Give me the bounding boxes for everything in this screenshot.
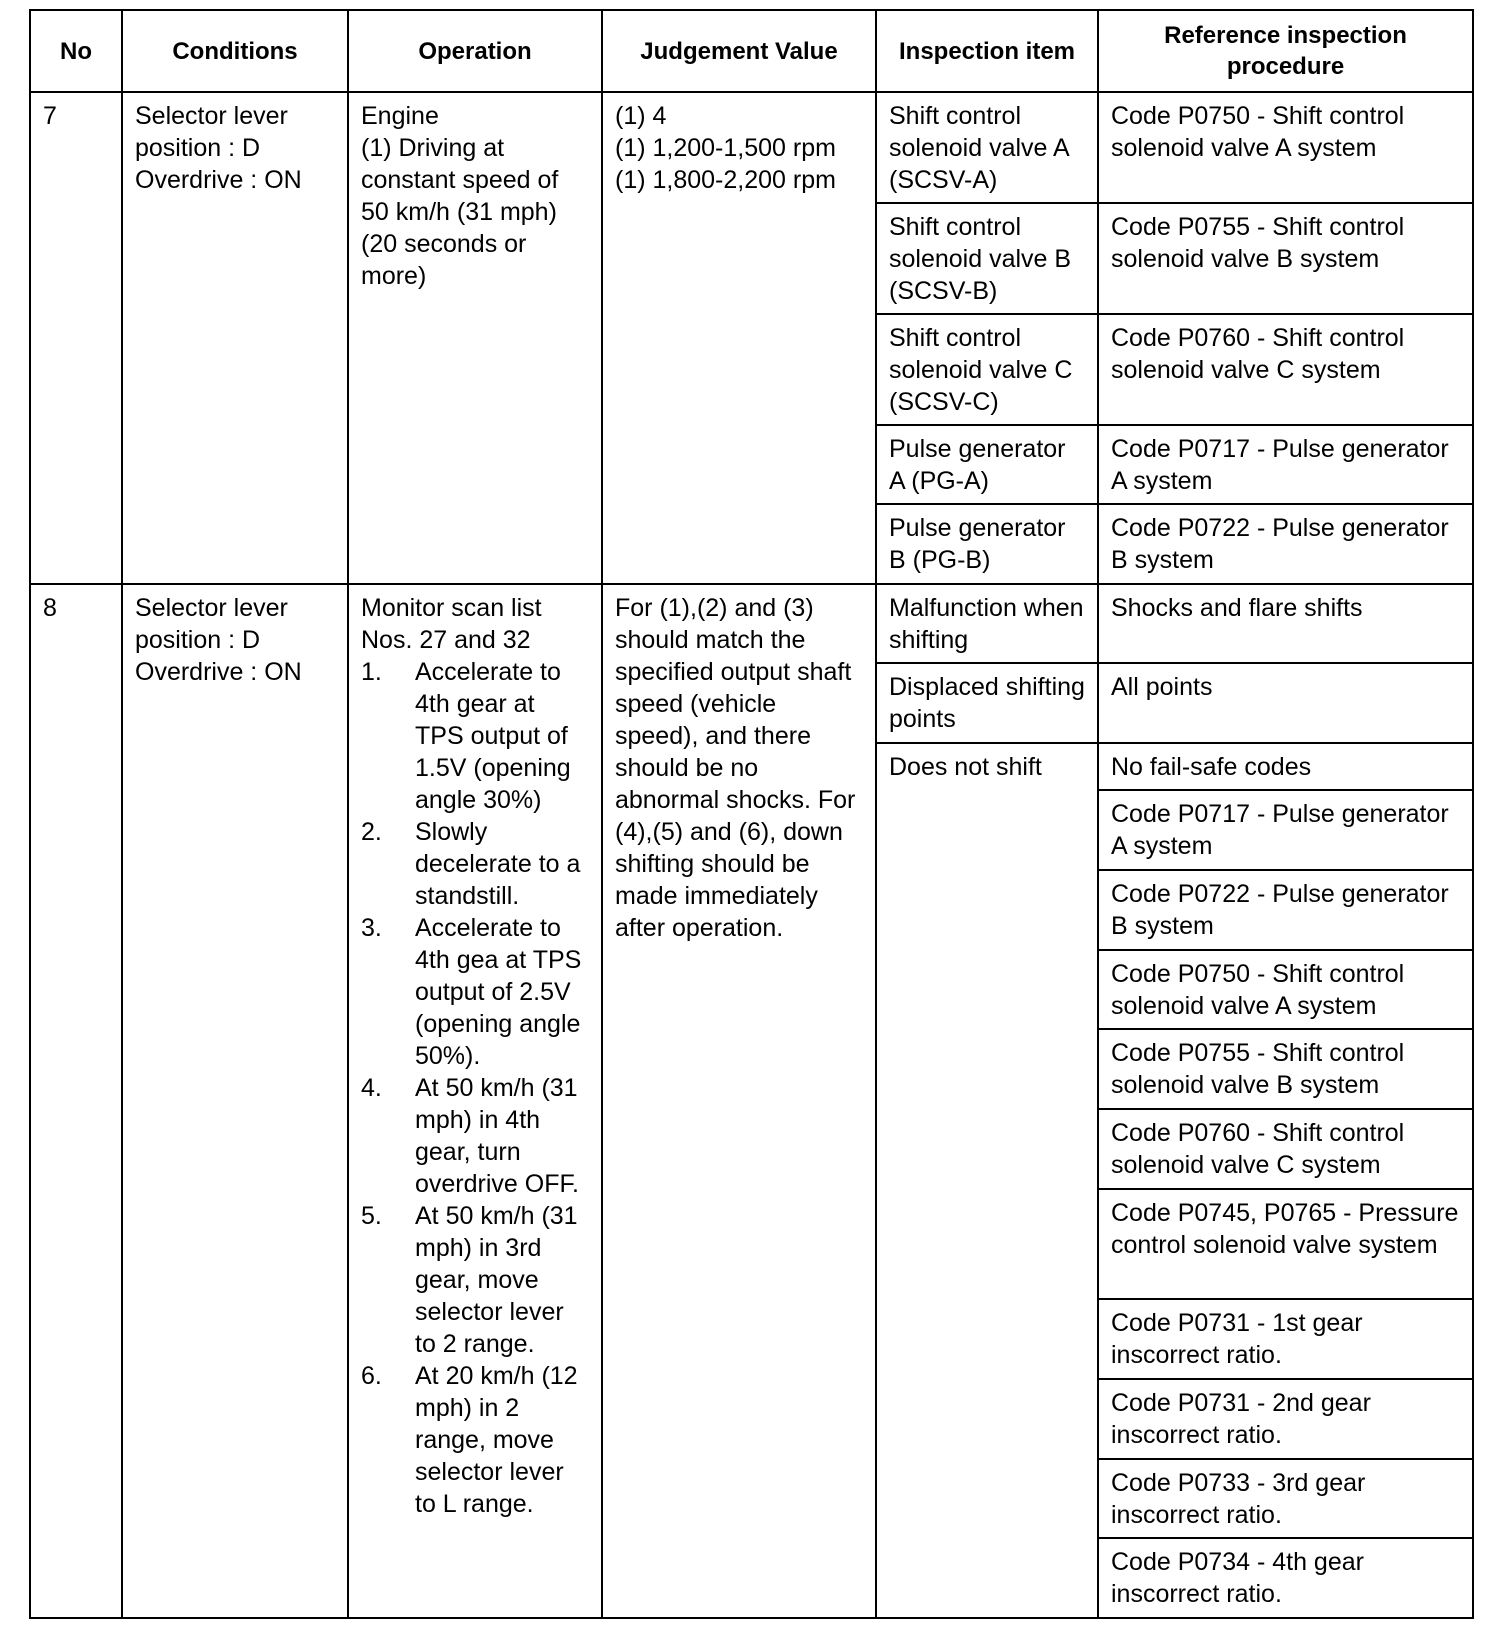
header-operation: Operation <box>348 10 602 92</box>
list-item <box>361 816 589 912</box>
operation-intro: Monitor scan list Nos. 27 and 32 <box>361 593 549 654</box>
step-number: 1. <box>361 657 382 686</box>
conditions-cell <box>122 584 348 1618</box>
step-number: 3. <box>361 913 382 942</box>
operation-text: (1) Driving at constant speed of 50 km/h (31 mph) (20 seconds or more) <box>361 134 566 290</box>
judgement-cell <box>602 92 876 584</box>
reference-procedure: Code P0731 - 2nd gear inscorrect ratio. <box>1098 1379 1473 1459</box>
header-reference-procedure: Reference inspection procedure <box>1098 10 1473 92</box>
judgement-text: (1) 1,800-2,200 rpm <box>615 166 836 194</box>
reference-procedure: Code P0731 - 1st gear inscorrect ratio. <box>1098 1299 1473 1379</box>
condition-text: Selector lever position : D <box>135 102 295 162</box>
reference-procedure: Code P0717 - Pulse generator A system <box>1098 790 1473 870</box>
inspection-item: Shift control solenoid valve B (SCSV-B) <box>876 203 1098 314</box>
step-text: At 20 km/h (12 mph) in 2 range, move selector lever to L range. <box>415 1361 578 1518</box>
inspection-item: Shift control solenoid valve A (SCSV-A) <box>876 92 1098 203</box>
reference-procedure: Code P0750 - Shift control solenoid valve A system <box>1098 950 1473 1030</box>
conditions-cell <box>122 92 348 584</box>
header-judgement-value: Judgement Value <box>602 10 876 92</box>
judgement-text: (1) 1,200-1,500 rpm <box>615 134 836 162</box>
step-text: Slowly decelerate to a standstill. <box>415 817 581 910</box>
condition-text: Selector lever position : D <box>135 593 295 654</box>
reference-procedure: Shocks and flare shifts <box>1098 584 1473 664</box>
reference-procedure: Code P0760 - Shift control solenoid valve C system <box>1098 1109 1473 1189</box>
step-text: Accelerate to 4th gea at TPS output of 2.5V (opening angle 50%). <box>415 913 582 1070</box>
step-text: Accelerate to 4th gear at TPS output of 1.5V (opening angle 30%) <box>415 657 571 814</box>
reference-procedure: Code P0745, P0765 - Pressure control solenoid valve system <box>1098 1189 1473 1300</box>
reference-procedure: Code P0717 - Pulse generator A system <box>1098 425 1473 505</box>
condition-text: Overdrive : ON <box>135 657 302 686</box>
inspection-item: Does not shift <box>876 743 1098 1618</box>
reference-procedure: All points <box>1098 663 1473 743</box>
step-text: At 50 km/h (31 mph) in 3rd gear, move selector lever to 2 range. <box>415 1201 578 1358</box>
list-item <box>361 1072 589 1200</box>
reference-procedure: Code P0733 - 3rd gear inscorrect ratio. <box>1098 1459 1473 1539</box>
inspection-item: Malfunction when shifting <box>876 584 1098 664</box>
inspection-item: Displaced shifting points <box>876 663 1098 743</box>
reference-procedure: Code P0755 - Shift control solenoid valve B system <box>1098 1029 1473 1109</box>
inspection-item: Pulse generator B (PG-B) <box>876 504 1098 584</box>
list-item <box>361 656 589 816</box>
inspection-item: Shift control solenoid valve C (SCSV-C) <box>876 314 1098 425</box>
step-number: 6. <box>361 1361 382 1390</box>
operation-cell <box>348 92 602 584</box>
reference-procedure: Code P0722 - Pulse generator B system <box>1098 504 1473 584</box>
step-number: 5. <box>361 1201 382 1230</box>
step-number: 4. <box>361 1073 382 1102</box>
reference-procedure: Code P0750 - Shift control solenoid valve A system <box>1098 92 1473 203</box>
header-row <box>30 10 1473 92</box>
step-text: At 50 km/h (31 mph) in 4th gear, turn overdrive OFF. <box>415 1073 579 1198</box>
step-number: 2. <box>361 817 382 846</box>
table-row <box>30 92 1473 203</box>
reference-procedure: Code P0734 - 4th gear inscorrect ratio. <box>1098 1538 1473 1618</box>
row-number: 8 <box>30 584 122 1618</box>
condition-text: Overdrive : ON <box>135 166 302 194</box>
list-item <box>361 1360 589 1520</box>
judgement-text: (1) 4 <box>615 102 667 130</box>
header-conditions: Conditions <box>122 10 348 92</box>
inspection-item: Pulse generator A (PG-A) <box>876 425 1098 505</box>
operation-text: Engine <box>361 102 439 130</box>
judgement-cell: For (1),(2) and (3) should match the specified output shaft speed (vehicle speed), and there should be no abnormal shocks. For (4),(5) and (6), down shifting should be made immediately after operation. <box>602 584 876 1618</box>
reference-procedure: No fail-safe codes <box>1098 743 1473 790</box>
reference-procedure: Code P0760 - Shift control solenoid valve C system <box>1098 314 1473 425</box>
reference-procedure: Code P0755 - Shift control solenoid valve B system <box>1098 203 1473 314</box>
header-no: No <box>30 10 122 92</box>
operation-steps <box>361 656 589 1520</box>
header-inspection-item: Inspection item <box>876 10 1098 92</box>
table-row <box>30 584 1473 664</box>
reference-procedure: Code P0722 - Pulse generator B system <box>1098 870 1473 950</box>
operation-cell <box>348 584 602 1618</box>
row-number: 7 <box>30 92 122 584</box>
list-item <box>361 912 589 1072</box>
list-item <box>361 1200 589 1360</box>
inspection-table <box>29 9 1474 1619</box>
